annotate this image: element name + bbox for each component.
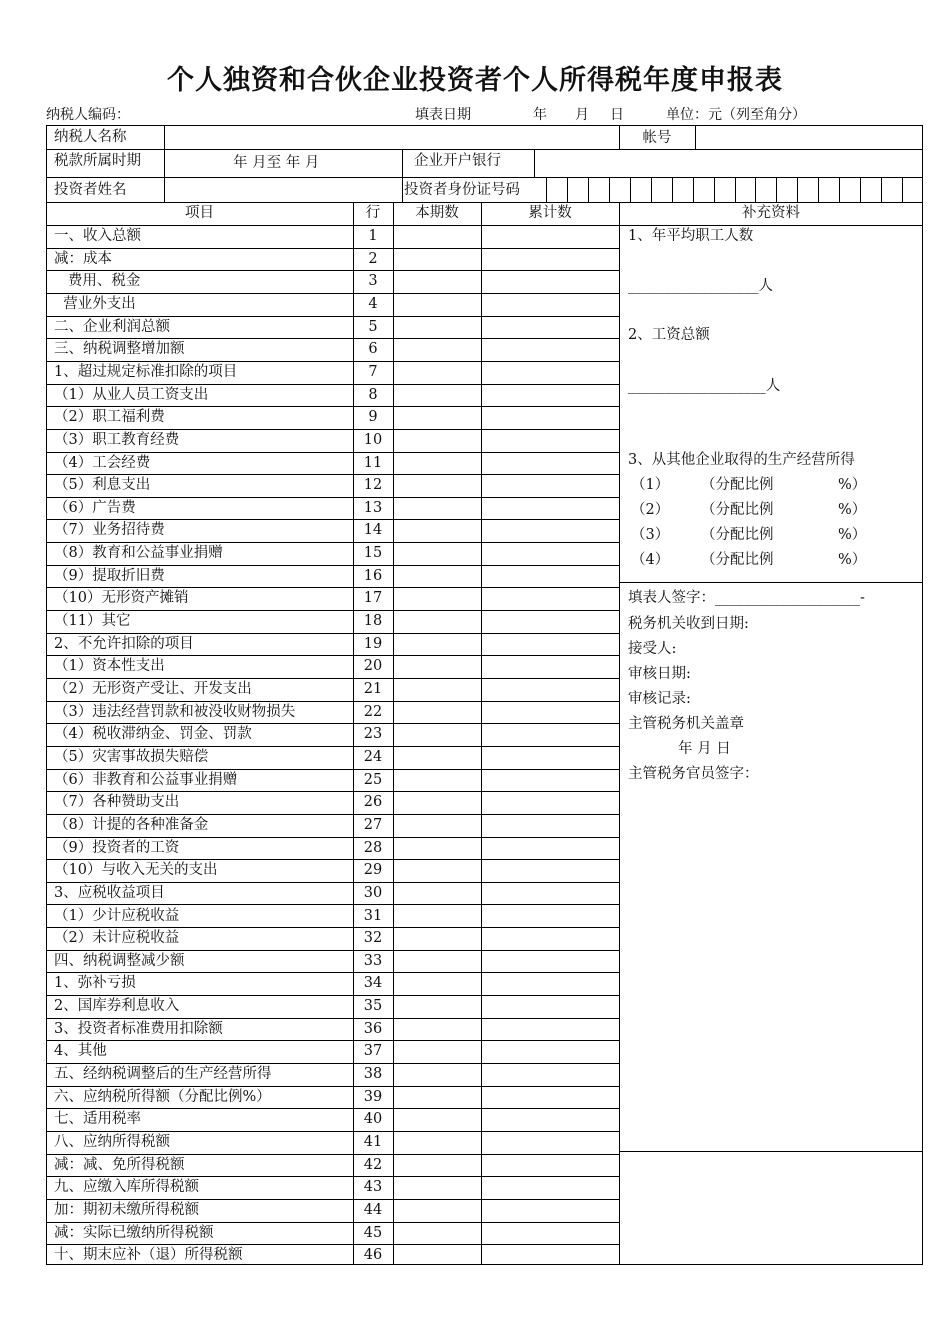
row-cumulative-value[interactable] — [482, 1132, 618, 1154]
id-digit-input[interactable] — [651, 178, 672, 201]
grid-line — [619, 125, 620, 149]
fill-date-year: 年 — [533, 107, 547, 123]
id-digit-input[interactable] — [797, 178, 818, 201]
table-border-top — [46, 125, 923, 126]
row-cumulative-value[interactable] — [482, 1064, 618, 1086]
row-current-value[interactable] — [394, 249, 480, 271]
supplement-item-no: （2） — [631, 502, 670, 518]
row-line-number: 35 — [363, 998, 383, 1014]
row-cumulative-value[interactable] — [482, 317, 618, 339]
row-line-number: 17 — [363, 590, 383, 606]
supplement-item-no: （1） — [631, 477, 670, 493]
bank-label: 企业开户银行 — [414, 153, 501, 169]
row-item-label: （6）广告费 — [54, 500, 136, 516]
column-line: 行 — [365, 205, 381, 221]
row-cumulative-value[interactable] — [482, 294, 618, 316]
row-current-value[interactable] — [394, 611, 480, 633]
id-digit-input[interactable] — [881, 178, 902, 201]
row-current-value[interactable] — [394, 339, 480, 361]
row-line-number: 39 — [363, 1089, 383, 1105]
row-current-value[interactable] — [394, 928, 480, 950]
seal-date: 年 月 日 — [678, 741, 731, 757]
row-item-label: （8）教育和公益事业捐赠 — [54, 545, 223, 561]
row-current-value[interactable] — [394, 1087, 480, 1109]
row-cumulative-value[interactable] — [482, 588, 618, 610]
grid-line — [695, 125, 696, 149]
row-current-value[interactable] — [394, 656, 480, 678]
row-line-number: 44 — [363, 1202, 383, 1218]
review-date-label: 审核日期: — [628, 666, 691, 682]
taxpayer-code-label: 纳税人编码： — [46, 107, 130, 123]
supplement-item-no: （3） — [631, 527, 670, 543]
row-current-value[interactable] — [394, 792, 480, 814]
row-current-value[interactable] — [394, 588, 480, 610]
id-digit-input[interactable] — [672, 178, 693, 201]
row-line-number: 30 — [363, 885, 383, 901]
grid-line — [46, 149, 923, 150]
fill-date-month: 月 — [575, 107, 589, 123]
row-item-label: 4、其他 — [54, 1043, 107, 1059]
row-item-label: （10）与收入无关的支出 — [54, 862, 218, 878]
row-line-number: 19 — [363, 636, 383, 652]
row-item-label: （4）工会经费 — [54, 455, 151, 471]
received-date-label: 税务机关收到日期: — [628, 616, 749, 632]
receiver-label: 接受人: — [628, 641, 677, 657]
grid-line — [164, 125, 165, 202]
row-cumulative-value[interactable] — [482, 1177, 618, 1199]
row-line-number: 36 — [363, 1021, 383, 1037]
row-item-label: 四、纳税调整减少额 — [54, 953, 185, 969]
row-cumulative-value[interactable] — [482, 679, 618, 701]
row-cumulative-value[interactable] — [482, 973, 618, 995]
bank-field[interactable] — [534, 149, 923, 177]
row-cumulative-value[interactable] — [482, 770, 618, 792]
row-line-number: 18 — [363, 613, 383, 629]
row-cumulative-value[interactable] — [482, 271, 618, 293]
row-current-value[interactable] — [394, 317, 480, 339]
row-current-value[interactable] — [394, 1132, 480, 1154]
row-current-value[interactable] — [394, 294, 480, 316]
row-line-number: 14 — [363, 522, 383, 538]
row-current-value[interactable] — [394, 475, 480, 497]
supplement-divider — [619, 582, 923, 583]
row-cumulative-value[interactable] — [482, 815, 618, 837]
row-line-number: 3 — [368, 273, 378, 289]
row-current-value[interactable] — [394, 1019, 480, 1041]
investor-name-label: 投资者姓名 — [54, 182, 127, 198]
row-cumulative-value[interactable] — [482, 906, 618, 928]
row-current-value[interactable] — [394, 520, 480, 542]
supplement-item-pct: %） — [838, 502, 867, 518]
row-line-number: 1 — [368, 228, 378, 244]
row-cumulative-value[interactable] — [482, 249, 618, 271]
id-digit-input[interactable] — [860, 178, 881, 201]
id-digit-input[interactable] — [839, 178, 860, 201]
row-item-label: （1）资本性支出 — [54, 658, 165, 674]
row-item-label: 3、投资者标准费用扣除额 — [54, 1021, 223, 1037]
row-cumulative-value[interactable] — [482, 724, 618, 746]
row-item-label: 五、经纳税调整后的生产经营所得 — [54, 1066, 272, 1082]
row-current-value[interactable] — [394, 906, 480, 928]
signature-divider — [619, 1151, 923, 1152]
row-current-value[interactable] — [394, 951, 480, 973]
row-cumulative-value[interactable] — [482, 1109, 618, 1131]
table-border-right — [922, 125, 923, 1265]
row-current-value[interactable] — [394, 747, 480, 769]
id-digit-input[interactable] — [609, 178, 630, 201]
row-line-number: 37 — [363, 1043, 383, 1059]
supplement-item-pct: %） — [838, 552, 867, 568]
row-current-value[interactable] — [394, 838, 480, 860]
row-current-value[interactable] — [394, 385, 480, 407]
row-current-value[interactable] — [394, 883, 480, 905]
row-line-number: 38 — [363, 1066, 383, 1082]
row-line-number: 9 — [368, 409, 378, 425]
row-line-number: 33 — [363, 953, 383, 969]
grid-line — [534, 149, 535, 177]
row-current-value[interactable] — [394, 498, 480, 520]
row-line-number: 6 — [368, 341, 378, 357]
row-current-value[interactable] — [394, 271, 480, 293]
id-digit-input[interactable] — [818, 178, 839, 201]
row-line-number: 25 — [363, 772, 383, 788]
row-cumulative-value[interactable] — [482, 566, 618, 588]
row-item-label: 三、纳税调整增加额 — [54, 341, 185, 357]
supplement-other-income-label: 3、从其他企业取得的生产经营所得 — [628, 452, 855, 468]
row-line-number: 40 — [363, 1111, 383, 1127]
row-line-number: 5 — [368, 319, 378, 335]
grid-line — [402, 177, 403, 202]
row-line-number: 4 — [368, 296, 378, 312]
column-current: 本期数 — [415, 205, 459, 221]
row-cumulative-value[interactable] — [482, 520, 618, 542]
row-cumulative-value[interactable] — [482, 747, 618, 769]
column-supplement: 补充资料 — [742, 205, 800, 221]
row-item-label: （1）少计应税收益 — [54, 908, 180, 924]
row-cumulative-value[interactable] — [482, 226, 618, 248]
supplement-wages-label: 2、工资总额 — [628, 327, 710, 343]
row-cumulative-value[interactable] — [482, 1041, 618, 1063]
row-item-label: 2、国库券利息收入 — [54, 998, 180, 1014]
row-item-label: （9）提取折旧费 — [54, 568, 165, 584]
row-line-number: 10 — [363, 432, 383, 448]
id-digit-input[interactable] — [714, 178, 735, 201]
row-current-value[interactable] — [394, 453, 480, 475]
row-line-number: 22 — [363, 704, 383, 720]
row-current-value[interactable] — [394, 1064, 480, 1086]
row-current-value[interactable] — [394, 566, 480, 588]
row-cumulative-value[interactable] — [482, 656, 618, 678]
review-record-label: 审核记录: — [628, 691, 691, 707]
id-digit-input[interactable] — [735, 178, 756, 201]
row-item-label: （7）各种赞助支出 — [54, 794, 180, 810]
row-cumulative-value[interactable] — [482, 838, 618, 860]
id-digit-input[interactable] — [755, 178, 776, 201]
row-item-label: 减：实际已缴纳所得税额 — [54, 1225, 214, 1241]
row-current-value[interactable] — [394, 770, 480, 792]
supplement-item-ratio: （分配比例 — [701, 552, 774, 568]
column-cumulative: 累计数 — [528, 205, 572, 221]
row-cumulative-value[interactable] — [482, 634, 618, 656]
row-cumulative-value[interactable] — [482, 951, 618, 973]
row-cumulative-value[interactable] — [482, 407, 618, 429]
tax-form-table — [46, 125, 923, 1265]
unit-label: 单位：元（列至角分） — [666, 107, 806, 123]
row-current-value[interactable] — [394, 679, 480, 701]
row-cumulative-value[interactable] — [482, 475, 618, 497]
seal-label: 主管税务机关盖章 — [628, 716, 744, 732]
row-line-number: 20 — [363, 658, 383, 674]
id-digit-input[interactable] — [546, 178, 567, 201]
id-digit-input[interactable] — [693, 178, 714, 201]
row-cumulative-value[interactable] — [482, 928, 618, 950]
row-current-value[interactable] — [394, 1177, 480, 1199]
row-item-label: 十、期末应补（退）所得税额 — [54, 1247, 243, 1263]
grid-line — [619, 202, 620, 1265]
period-value[interactable]: 年 月至 年 月 — [233, 155, 320, 171]
row-item-label: （3）违法经营罚款和被没收财物损失 — [54, 704, 296, 720]
supplement-item-ratio: （分配比例 — [701, 477, 774, 493]
row-cumulative-value[interactable] — [482, 498, 618, 520]
row-item-label: 六、应纳税所得额（分配比例%） — [54, 1089, 271, 1105]
row-current-value[interactable] — [394, 407, 480, 429]
row-cumulative-value[interactable] — [482, 339, 618, 361]
supplement-item-ratio: （分配比例 — [701, 502, 774, 518]
row-line-number: 42 — [363, 1157, 383, 1173]
row-line-number: 2 — [368, 251, 378, 267]
row-current-value[interactable] — [394, 362, 480, 384]
grid-line — [46, 202, 923, 203]
fill-date-label: 填表日期 — [415, 107, 471, 123]
row-item-label: （11）其它 — [54, 613, 131, 629]
officer-signature-label: 主管税务官员签字： — [628, 766, 759, 782]
row-item-label: （3）职工教育经费 — [54, 432, 180, 448]
row-item-label: 3、应税收益项目 — [54, 885, 165, 901]
account-label: 帐号 — [642, 130, 672, 146]
row-line-number: 7 — [368, 364, 378, 380]
row-cumulative-value[interactable] — [482, 430, 618, 452]
row-current-value[interactable] — [394, 1155, 480, 1177]
row-item-label: （2）职工福利费 — [54, 409, 165, 425]
row-current-value[interactable] — [394, 702, 480, 724]
row-item-label: （8）计提的各种准备金 — [54, 817, 209, 833]
table-border-left — [46, 125, 47, 1265]
row-item-label: 减：减、免所得税额 — [54, 1157, 185, 1173]
row-line-number: 43 — [363, 1179, 383, 1195]
grid-line — [402, 149, 403, 177]
filler-signature[interactable]: 填表人签字：____________________- — [628, 590, 865, 606]
row-cumulative-value[interactable] — [482, 1019, 618, 1041]
row-cumulative-value[interactable] — [482, 883, 618, 905]
row-line-number: 31 — [363, 908, 383, 924]
supplement-employees-blank[interactable]: __________________人 — [628, 278, 773, 294]
supplement-item-ratio: （分配比例 — [701, 527, 774, 543]
row-cumulative-value[interactable] — [482, 1087, 618, 1109]
taxpayer-name-field[interactable] — [164, 125, 619, 149]
row-line-number: 27 — [363, 817, 383, 833]
row-item-label: （6）非教育和公益事业捐赠 — [54, 772, 238, 788]
id-digit-input[interactable] — [567, 178, 588, 201]
row-current-value[interactable] — [394, 724, 480, 746]
row-item-label: （7）业务招待费 — [54, 522, 165, 538]
row-item-label: 加：期初未缴所得税额 — [54, 1202, 199, 1218]
period-label: 税款所属时期 — [54, 153, 141, 169]
row-current-value[interactable] — [394, 996, 480, 1018]
row-cumulative-value[interactable] — [482, 860, 618, 882]
row-line-number: 13 — [363, 500, 383, 516]
column-item: 项目 — [185, 205, 214, 221]
row-item-label: 费用、税金 — [54, 273, 141, 289]
row-current-value[interactable] — [394, 226, 480, 248]
row-item-label: （1）从业人员工资支出 — [54, 387, 209, 403]
row-line-number: 26 — [363, 794, 383, 810]
row-current-value[interactable] — [394, 815, 480, 837]
row-item-label: 2、不允许扣除的项目 — [54, 636, 194, 652]
row-item-label: 一、收入总额 — [54, 228, 141, 244]
row-cumulative-value[interactable] — [482, 1223, 618, 1245]
supplement-employees-label: 1、年平均职工人数 — [628, 228, 754, 244]
supplement-item-no: （4） — [631, 552, 670, 568]
row-line-number: 11 — [363, 455, 383, 471]
form-title: 个人独资和合伙企业投资者个人所得税年度申报表 — [167, 65, 783, 96]
row-item-label: 1、弥补亏损 — [54, 975, 136, 991]
row-item-label: （9）投资者的工资 — [54, 840, 180, 856]
row-current-value[interactable] — [394, 430, 480, 452]
supplement-item-pct: %） — [838, 527, 867, 543]
row-item-label: （10）无形资产摊销 — [54, 590, 189, 606]
row-item-label: 七、适用税率 — [54, 1111, 141, 1127]
row-line-number: 46 — [363, 1247, 383, 1263]
row-current-value[interactable] — [394, 1223, 480, 1245]
row-current-value[interactable] — [394, 1200, 480, 1222]
id-digit-input[interactable] — [588, 178, 609, 201]
row-current-value[interactable] — [394, 860, 480, 882]
row-current-value[interactable] — [394, 973, 480, 995]
row-current-value[interactable] — [394, 1041, 480, 1063]
row-line-number: 16 — [363, 568, 383, 584]
row-item-label: 1、超过规定标准扣除的项目 — [54, 364, 238, 380]
row-cumulative-value[interactable] — [482, 792, 618, 814]
row-current-value[interactable] — [394, 1245, 480, 1267]
row-item-label: 八、应纳所得税额 — [54, 1134, 170, 1150]
row-item-label: （2）无形资产受让、开发支出 — [54, 681, 252, 697]
row-cumulative-value[interactable] — [482, 996, 618, 1018]
row-line-number: 24 — [363, 749, 383, 765]
row-line-number: 41 — [363, 1134, 383, 1150]
investor-name-field[interactable] — [164, 177, 402, 202]
row-item-label: 九、应缴入库所得税额 — [54, 1179, 199, 1195]
row-current-value[interactable] — [394, 634, 480, 656]
row-line-number: 34 — [363, 975, 383, 991]
row-item-label: 二、企业利润总额 — [54, 319, 170, 335]
row-line-number: 29 — [363, 862, 383, 878]
row-current-value[interactable] — [394, 543, 480, 565]
row-item-label: （5）利息支出 — [54, 477, 151, 493]
id-number-label: 投资者身份证号码 — [404, 182, 520, 198]
fill-date-day: 日 — [610, 107, 624, 123]
id-digit-input[interactable] — [902, 178, 923, 201]
row-line-number: 21 — [363, 681, 383, 697]
row-item-label: （5）灾害事故损失赔偿 — [54, 749, 209, 765]
account-field[interactable] — [695, 125, 923, 149]
row-cumulative-value[interactable] — [482, 611, 618, 633]
row-cumulative-value[interactable] — [482, 385, 618, 407]
row-cumulative-value[interactable] — [482, 453, 618, 475]
id-digit-input[interactable] — [776, 178, 797, 201]
row-line-number: 23 — [363, 726, 383, 742]
row-cumulative-value[interactable] — [482, 1200, 618, 1222]
id-digit-input[interactable] — [630, 178, 651, 201]
row-cumulative-value[interactable] — [482, 1155, 618, 1177]
supplement-wages-blank[interactable]: ___________________人 — [628, 378, 781, 394]
row-line-number: 15 — [363, 545, 383, 561]
supplement-item-pct: %） — [838, 477, 867, 493]
row-item-label: 减：成本 — [54, 251, 112, 267]
row-line-number: 45 — [363, 1225, 383, 1241]
row-current-value[interactable] — [394, 1109, 480, 1131]
row-item-label: （4）税收滞纳金、罚金、罚款 — [54, 726, 252, 742]
row-line-number: 32 — [363, 930, 383, 946]
row-cumulative-value[interactable] — [482, 543, 618, 565]
row-line-number: 28 — [363, 840, 383, 856]
row-line-number: 12 — [363, 477, 383, 493]
row-item-label: （2）未计应税收益 — [54, 930, 180, 946]
row-cumulative-value[interactable] — [482, 362, 618, 384]
row-cumulative-value[interactable] — [482, 702, 618, 724]
row-line-number: 8 — [368, 387, 378, 403]
taxpayer-name-label: 纳税人名称 — [54, 129, 127, 145]
row-item-label: 营业外支出 — [54, 296, 136, 312]
row-cumulative-value[interactable] — [482, 1245, 618, 1267]
